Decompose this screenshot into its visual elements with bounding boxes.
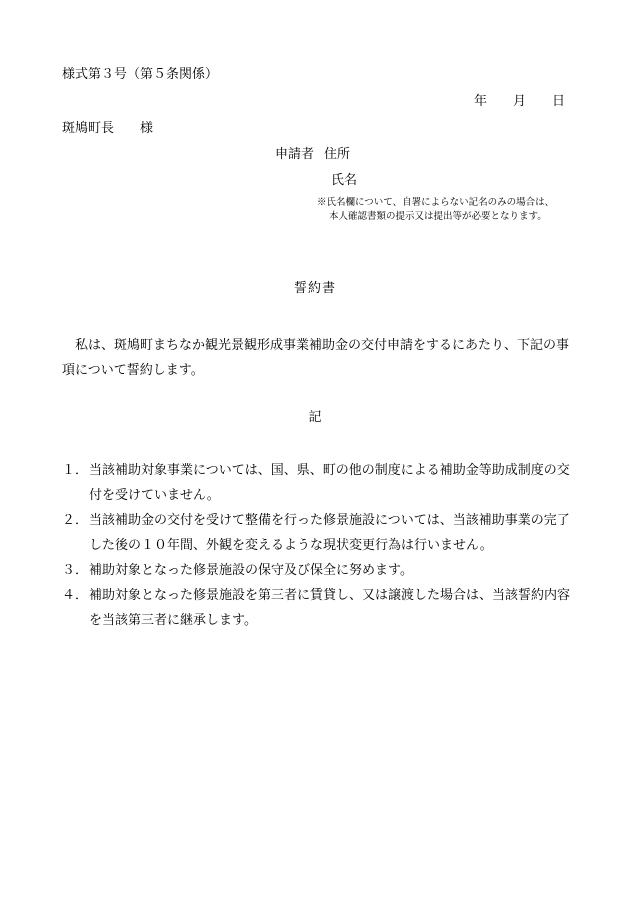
addressee-honorific: 様 bbox=[140, 121, 154, 136]
list-item-number: ４． bbox=[62, 588, 89, 603]
document-title: 誓約書 bbox=[293, 281, 336, 296]
address-label: 住所 bbox=[324, 147, 351, 162]
date-year-label: 年 bbox=[474, 94, 488, 109]
form-id: 様式第３号（第５条関係） bbox=[62, 67, 219, 82]
addressee-name: 斑鳩町長 bbox=[62, 121, 115, 136]
list-item bbox=[62, 583, 574, 633]
list-item-number: ３． bbox=[62, 563, 89, 578]
list-item-text: 補助対象となった修景施設を第三者に賃貸し、又は譲渡した場合は、当該誓約内容を当該第三者に継承します。 bbox=[89, 588, 571, 628]
signature-note-line2: 本人確認書類の提示又は提出等が必要となります。 bbox=[329, 211, 547, 222]
list-item-text: 当該補助対象事業については、国、県、町の他の制度による補助金等助成制度の交付を受けていません。 bbox=[89, 463, 570, 503]
date-line bbox=[474, 95, 565, 108]
ki-heading: 記 bbox=[308, 410, 322, 425]
date-day-label: 日 bbox=[552, 94, 566, 109]
list-item-number: ２． bbox=[62, 513, 89, 528]
addressee bbox=[62, 122, 153, 135]
list-item bbox=[62, 508, 574, 558]
list-item bbox=[62, 458, 574, 508]
body-text: 私は、斑鳩町まちなか観光景観形成事業補助金の交付申請をするにあたり、下記の事項について誓約します。 bbox=[62, 338, 570, 378]
signature-note bbox=[317, 196, 554, 224]
applicant-address-row bbox=[275, 148, 350, 161]
pledge-list bbox=[62, 458, 574, 633]
applicant-label: 申請者 bbox=[275, 147, 315, 162]
list-item-text: 当該補助金の交付を受けて整備を行った修景施設については、当該補助事業の完了した後の１０年間、外観を変えるような現状変更行為は行いません。 bbox=[89, 513, 570, 553]
list-item-text: 補助対象となった修景施設の保守及び保全に努めます。 bbox=[89, 563, 413, 578]
name-label: 氏名 bbox=[331, 173, 358, 188]
signature-note-line1: ※氏名欄について、自署によらない記名のみの場合は、 bbox=[317, 197, 555, 208]
list-item bbox=[62, 558, 574, 583]
list-item-number: １． bbox=[62, 463, 89, 478]
body-paragraph bbox=[62, 333, 572, 383]
date-month-label: 月 bbox=[513, 94, 527, 109]
